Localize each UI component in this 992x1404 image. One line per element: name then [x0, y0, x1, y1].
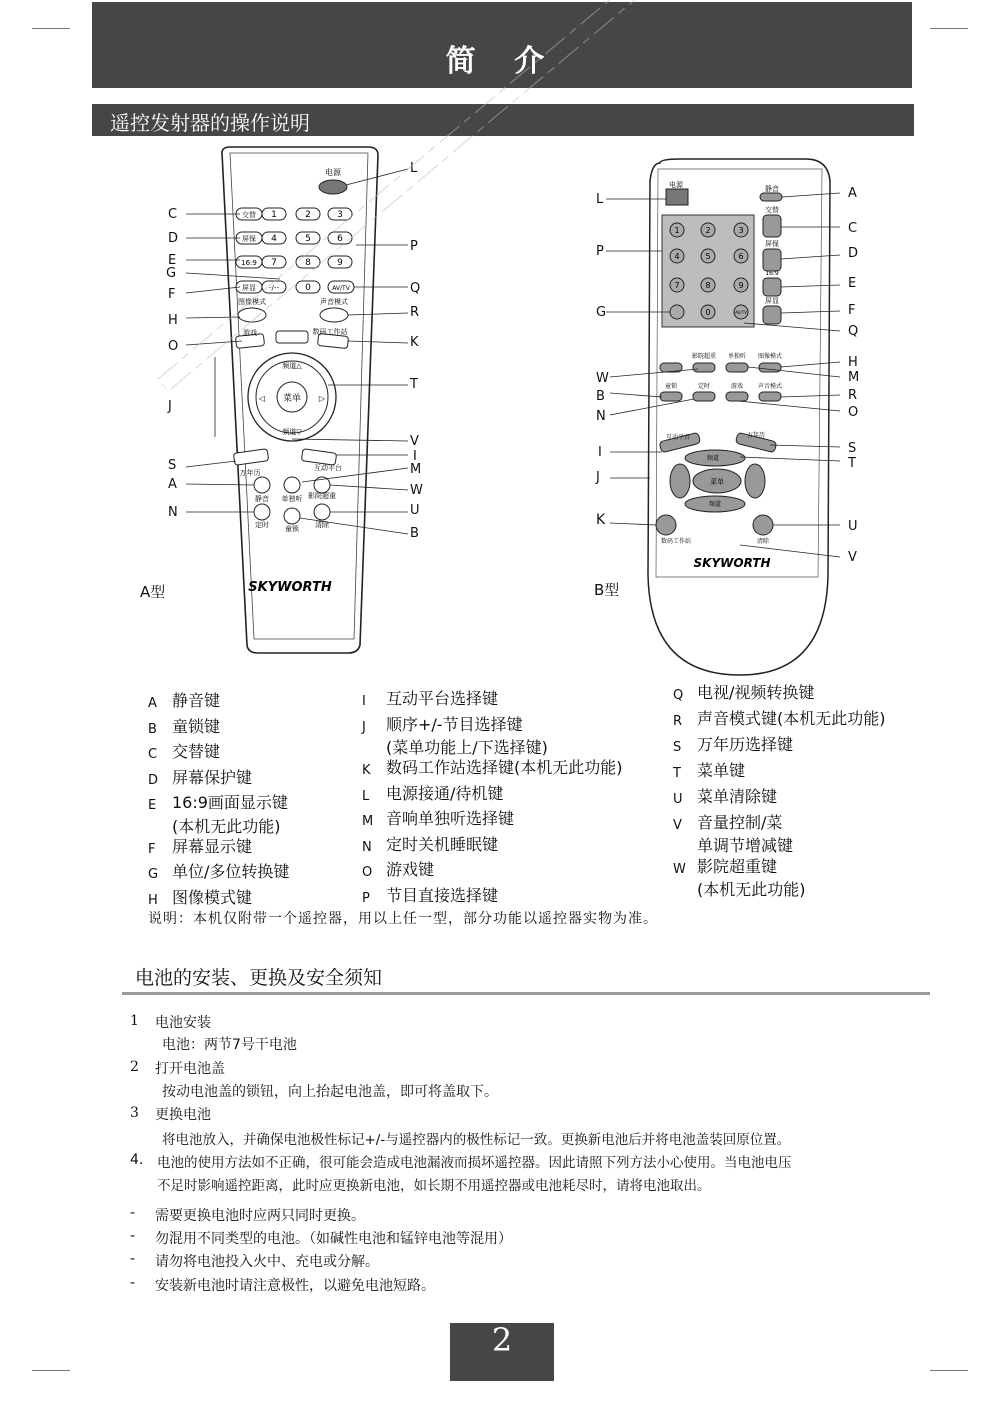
- power-label: 电源: [669, 181, 683, 189]
- clear-label: 清除: [315, 521, 329, 529]
- remote-note: 说明：本机仅附带一个遥控器，用以上任一型，部分功能以遥控器实物为准。: [148, 911, 658, 927]
- legend-col2: [362, 688, 623, 910]
- sound-mode-label: 声音模式: [320, 298, 348, 306]
- bullet-text: 勿混用不同类型的电池。（如碱性电池和锰锌电池等混用）: [155, 1231, 512, 1247]
- digit-label: 0: [305, 283, 311, 293]
- digit-label: 4: [271, 234, 277, 244]
- remote-b-letter: F: [848, 303, 856, 318]
- legend-sub: (菜单功能上/下选择键): [386, 738, 548, 757]
- digit-label: 6: [738, 252, 744, 261]
- legend-item: I 互动平台选择键: [362, 689, 499, 709]
- remote-a-letter: C: [168, 207, 178, 222]
- swap-label: 交替: [242, 211, 256, 219]
- remote-b-type-label: B型: [594, 581, 620, 599]
- remote-b-letter: Q: [848, 324, 859, 339]
- digit-label: 5: [305, 234, 311, 244]
- swap-label: 交替: [765, 206, 779, 214]
- digit-label: 5: [705, 252, 711, 261]
- remote-b-letter: M: [848, 370, 860, 385]
- screensaver-label: 屏保: [765, 240, 779, 248]
- bullet-text: 需要更换电池时应两只同时更换。: [155, 1208, 365, 1224]
- section-title-battery: 电池的安装、更换及安全须知: [135, 967, 383, 989]
- battery-item-num: 3: [130, 1105, 139, 1121]
- remote-b-letter: K: [596, 512, 606, 528]
- battery-item-num: 4.: [130, 1152, 144, 1168]
- remote-b-letter: O: [848, 405, 859, 420]
- remote-b-letter: G: [596, 305, 607, 320]
- mute-label: 静音: [765, 185, 779, 193]
- remote-a-letter: I: [413, 449, 417, 464]
- remote-b-diagram: [590, 155, 860, 680]
- sound-mode-label: 声音模式: [757, 383, 783, 390]
- remote-b-letter: E: [848, 276, 857, 291]
- remote-b-letter: L: [596, 192, 604, 207]
- legend-col1: [148, 690, 289, 912]
- remote-a-letter: K: [410, 335, 419, 350]
- picture-mode-label: 图像模式: [757, 353, 783, 360]
- picture-mode-label: 图像模式: [238, 298, 266, 306]
- legend-item: O 游戏键: [362, 860, 435, 880]
- legend-item: N 定时关机睡眠键: [362, 834, 499, 855]
- ch-up-label: 频道: [706, 455, 720, 462]
- digit-label: 0: [705, 308, 711, 317]
- remote-a-letter: R: [410, 305, 420, 320]
- remote-a-letter: L: [410, 161, 418, 176]
- remote-a-letter: U: [410, 503, 420, 518]
- remote-a-letter: S: [168, 458, 177, 473]
- child-lock-label: 童锁: [664, 383, 678, 390]
- bullet-text: 安装新电池时请注意极性，以避免电池短路。: [155, 1278, 435, 1294]
- remote-b-letter: N: [596, 409, 606, 424]
- display-label: 屏显: [242, 284, 256, 292]
- battery-item-num: 1: [130, 1013, 139, 1029]
- legend-item: R 声音模式键(本机无此功能): [673, 709, 886, 729]
- digital-station-label: 数码工作站: [312, 328, 348, 336]
- power-button[interactable]: [319, 180, 347, 194]
- legend-item: D 屏幕保护键: [148, 767, 253, 788]
- digit-label: 9: [337, 258, 343, 268]
- remote-a-letter: T: [410, 377, 418, 392]
- battery-item-title: 电池安装: [155, 1015, 211, 1031]
- battery-item-body: 将电池放入，并确保电池极性标记+/-与遥控器内的极性标记一致。更换新电池后并将电池盖装回原位置。: [162, 1132, 791, 1148]
- remote-b-letter: W: [596, 371, 609, 386]
- battery-item-num: 2: [130, 1059, 139, 1075]
- legend-item: A 静音键: [148, 691, 221, 711]
- bullet-dash: -: [130, 1251, 136, 1267]
- legend-col3: [673, 681, 886, 899]
- legend-item: H 图像模式键: [148, 887, 253, 908]
- remote-a-letter: B: [410, 526, 419, 541]
- solo-label: 单独听: [727, 353, 747, 360]
- menu-label: 菜单: [282, 394, 302, 404]
- remote-a-letter: F: [168, 287, 176, 302]
- legend-sub: (本机无此功能): [172, 816, 281, 836]
- legend-item: T 菜单键: [673, 761, 746, 781]
- timer-label: 定时: [255, 521, 269, 529]
- legend-sub: (本机无此功能): [697, 880, 806, 899]
- avtv-label: AV/TV: [332, 285, 350, 292]
- brand-logo: SKYWORTH: [693, 556, 771, 570]
- legend-item: F 屏幕显示键: [148, 836, 253, 857]
- remote-b-letter: D: [848, 246, 859, 261]
- remote-b-letter: R: [848, 388, 858, 403]
- ratio-label: 16:9: [765, 270, 779, 277]
- mute-label: 静音: [255, 495, 269, 503]
- remote-b-letter: B: [596, 389, 605, 404]
- legend-item: Q 电视/视频转换键: [673, 683, 815, 703]
- legend-sub: 单调节增减键: [697, 836, 794, 855]
- calendar-label: 万年历: [239, 469, 261, 477]
- remote-a-letter: P: [410, 239, 418, 254]
- digit-label: 1: [271, 210, 277, 220]
- digital-station-label: 数码工作站: [660, 538, 692, 545]
- remote-b-letter: S: [848, 441, 857, 456]
- remote-b-letter: P: [596, 244, 604, 259]
- solo-label: 单独听: [281, 495, 303, 503]
- crop-mark: [32, 1370, 70, 1371]
- section-divider: [122, 992, 930, 995]
- remote-a-type-label: A型: [140, 583, 166, 601]
- remote-b-letter: I: [598, 445, 602, 460]
- remote-b-letter: U: [848, 519, 858, 534]
- power-button[interactable]: [666, 189, 688, 205]
- menu-label: 菜单: [710, 478, 724, 486]
- digit-label: 3: [337, 210, 343, 220]
- crop-mark: [930, 1370, 968, 1371]
- digit-label: 7: [674, 281, 680, 290]
- bullet-text: 请勿将电池投入火中、充电或分解。: [155, 1254, 379, 1270]
- digit-label: 6: [337, 234, 343, 244]
- crop-mark: [930, 28, 968, 29]
- screensaver-label: 屏保: [242, 235, 256, 243]
- power-label: 电源: [325, 168, 341, 177]
- remote-a-letter: O: [168, 339, 179, 354]
- remote-a-letter: J: [168, 399, 172, 414]
- legend-item: K 数码工作站选择键(本机无此功能): [362, 758, 623, 778]
- remote-a-diagram: [150, 145, 450, 665]
- timer-label: 定时: [697, 383, 711, 390]
- ch-down-label: 频道▽: [282, 428, 302, 436]
- remote-b-letter: T: [848, 456, 856, 471]
- remote-a-letter: W: [410, 483, 423, 498]
- digit-label: 8: [705, 281, 711, 290]
- remote-b-letter: J: [596, 470, 600, 485]
- remote-a-letter: M: [410, 462, 422, 477]
- legend-item: C 交替键: [148, 742, 221, 762]
- legend-item: M 音响单独听选择键: [362, 809, 515, 829]
- page-number: 2: [450, 1323, 554, 1381]
- dash-label: -/--: [269, 284, 279, 292]
- digit-label: 4: [674, 252, 680, 261]
- remote-a-letter: D: [168, 231, 179, 246]
- crop-mark: [32, 28, 70, 29]
- remote-a-letter: V: [410, 434, 419, 449]
- game-label: 游戏: [730, 383, 744, 390]
- clear-label: 清除: [756, 538, 770, 545]
- bullet-dash: -: [130, 1205, 136, 1221]
- battery-item-body: 按动电池盖的锁钮，向上抬起电池盖，即可将盖取下。: [162, 1084, 498, 1100]
- remote-a-letter: Q: [410, 281, 421, 296]
- ch-down-label: 频道: [708, 501, 722, 508]
- battery-item-title: 打开电池盖: [155, 1061, 225, 1077]
- svg-text:▷: ▷: [318, 394, 326, 403]
- digit-label: 8: [305, 258, 311, 268]
- remote-a-letter: N: [168, 505, 178, 520]
- remote-b-letter: A: [848, 186, 857, 201]
- bullet-dash: -: [130, 1228, 136, 1244]
- remote-b-letter: H: [848, 355, 858, 370]
- svg-text:◁: ◁: [258, 394, 266, 403]
- legend-item: P 节目直接选择键: [362, 885, 499, 906]
- legend-item: E 16:9画面显示键: [148, 793, 288, 813]
- digit-label: 7: [271, 258, 277, 268]
- legend-item: V 音量控制/菜: [673, 813, 783, 833]
- bullet-dash: -: [130, 1275, 136, 1291]
- cinema-label: 影院超重: [691, 353, 717, 360]
- child-lock-label: 童锁: [285, 525, 299, 533]
- digit-label: 9: [738, 281, 744, 290]
- legend-item: G 单位/多位转换键: [148, 862, 290, 882]
- ratio-label: 16:9: [241, 259, 257, 267]
- digit-label: 2: [305, 210, 311, 220]
- legend-item: J 顺序+/-节目选择键: [362, 714, 523, 735]
- game-label: 游戏: [243, 329, 257, 337]
- remote-a-letter: G: [166, 266, 177, 281]
- digit-label: 2: [705, 226, 711, 235]
- remote-a-letter: E: [168, 253, 177, 268]
- battery-item-body: 不足时影响遥控距离，此时应更换新电池，如长期不用遥控器或电池耗尽时，请将电池取出。: [157, 1178, 711, 1194]
- legend-item: B 童锁键: [148, 716, 221, 737]
- avtv-label: AV/TV: [735, 310, 747, 315]
- battery-item-body: 电池：两节7号干电池: [162, 1037, 297, 1053]
- legend-item: W 影院超重键: [673, 857, 778, 877]
- display-label: 屏显: [765, 297, 779, 305]
- battery-item-title: 更换电池: [155, 1107, 211, 1123]
- remote-b-letter: V: [848, 550, 857, 565]
- brand-logo: SKYWORTH: [248, 580, 332, 595]
- ch-up-label: 频道△: [282, 362, 302, 370]
- remote-a-letter: H: [168, 313, 178, 328]
- calendar-label: 万年历: [746, 432, 766, 439]
- legend-item: S 万年历选择键: [673, 735, 794, 755]
- page-title: 简 介: [445, 44, 559, 79]
- legend-item: U 菜单清除键: [673, 787, 778, 807]
- legend-item: L 电源接通/待机键: [362, 783, 504, 804]
- remote-a-letter: A: [168, 477, 177, 492]
- remote-b-letter: C: [848, 221, 858, 236]
- interactive-label: 互动平台: [665, 434, 691, 441]
- section-title: 遥控发射器的操作说明: [110, 111, 310, 135]
- digit-label: 1: [674, 226, 680, 235]
- battery-item-title: 电池的使用方法如不正确，很可能会造成电池漏液而损坏遥控器。因此请照下列方法小心使用。当电池电压: [157, 1155, 792, 1171]
- cinema-label: 影院超重: [308, 492, 336, 500]
- interactive-label: 互动平台: [314, 464, 342, 472]
- digit-label: 3: [738, 226, 744, 235]
